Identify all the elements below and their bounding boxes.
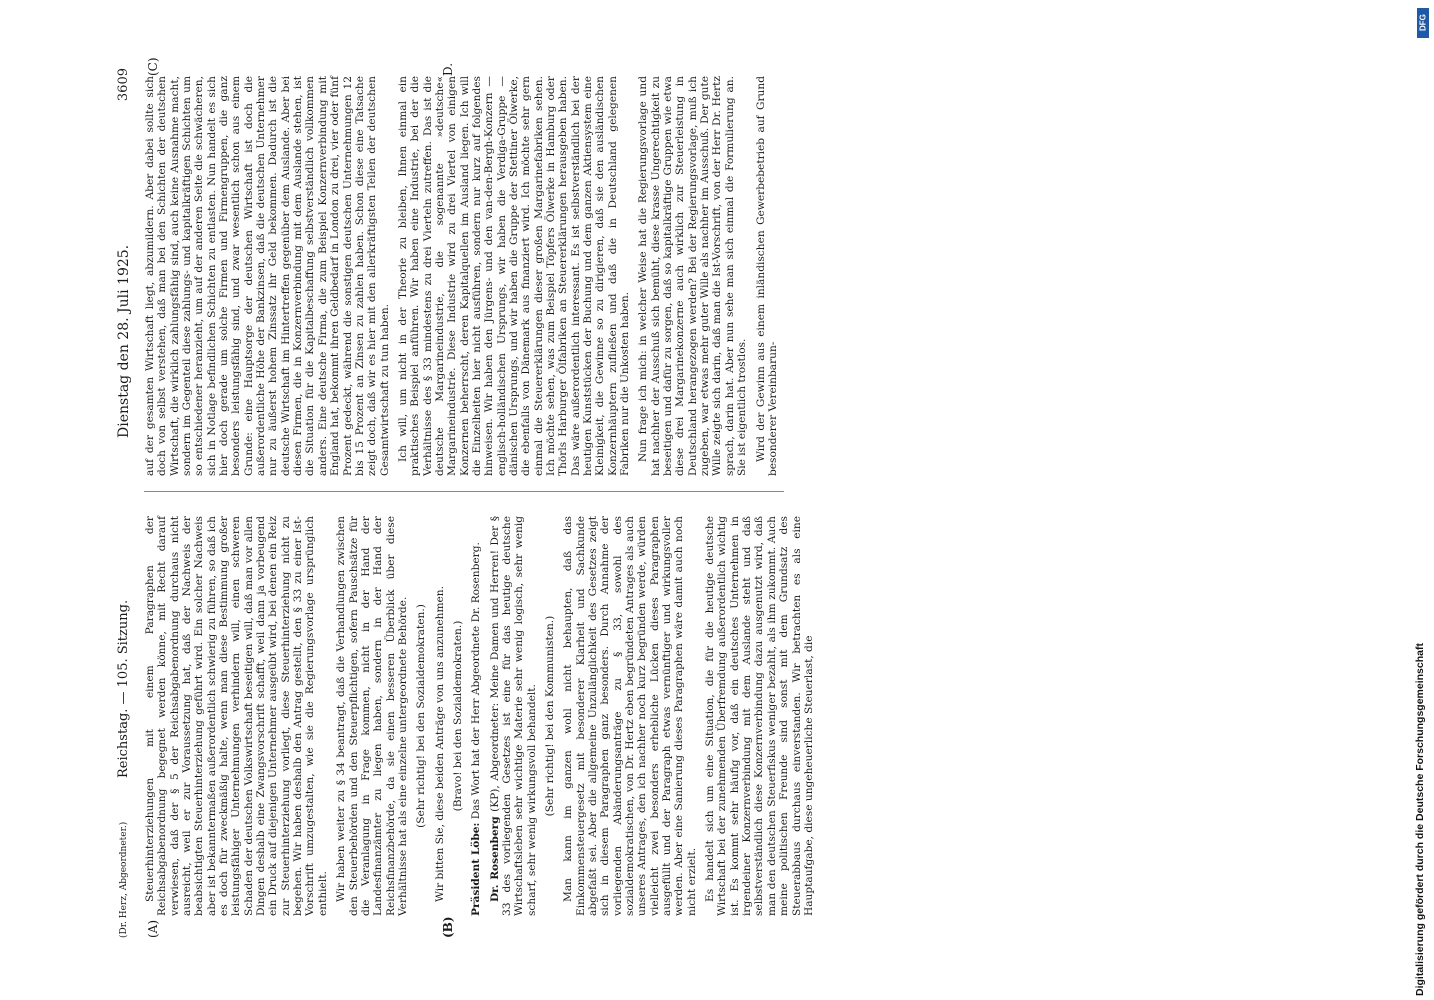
speaker-name: Präsident Löbe: (470, 822, 483, 916)
paragraph (489, 516, 538, 916)
margin-letter-b: (B) (441, 916, 455, 938)
paragraph-text: (KP), Abgeordneter: Meine Damen und Herren! Der § 33 des vorliegenden Gesetzes ist eine für das heutige deutsche Wirtschaftsleben sehr wichtige Materie sehr wenig logisch, sehr wenig scharf, sehr wenig wirkungsvoll behandelt. (488, 516, 538, 916)
date-title: Dienstag den 28. Juli 1925. (116, 244, 132, 438)
page-header (116, 58, 136, 938)
right-column (144, 76, 785, 476)
paragraph-text: (Bravo! bei den Sozialdemokraten.) (451, 620, 464, 812)
speaker-note: (Dr. Herz, Abgeordneter.) (119, 821, 129, 938)
paragraph (144, 76, 391, 476)
paragraph (755, 76, 780, 476)
interjection (544, 516, 556, 916)
funding-note: Digitalisierung gefördert durch die Deutsche Forschungsgemeinschaft (1414, 643, 1426, 996)
rotated-content (116, 58, 816, 938)
interjection (452, 516, 464, 916)
paragraph (144, 516, 329, 916)
left-column (144, 516, 821, 916)
paragraph (562, 516, 698, 916)
paragraph (335, 516, 409, 916)
paragraph (434, 516, 446, 916)
paragraph (704, 516, 815, 916)
document-page (116, 58, 816, 938)
session-title: Reichstag. — 105. Sitzung. (116, 599, 131, 778)
speaker-name: Dr. Rosenberg (488, 816, 501, 902)
paragraph-text: Wird der Gewinn aus einem inländischen Gewerbebetrieb auf Grund besonderer Vereinbarun- (754, 76, 779, 476)
paragraph-text: auf der gesamten Wirtschaft liegt, abzumildern. Aber dabei sollte sich doch von selbst verstehen, daß man bei den Schichten der deutschen Wirtschaft, die wirklich zahlungsfähig sind, auch keine Ausnahme macht, sondern im Gegenteil diese zahlungs- und kapitalkräftigen Schichten um so entschiedener heranzieht, um auf der anderen Seite die schwächeren, sich in Notlage befindlichen Schichten zu entlasten. Nun handelt es sich hier doch gerade um solche Firmen und Firmengruppen, die ganz besonders leistungsfähig sind, und zwar wesentlich schon aus einem Grunde: eine Hauptsorge der deutschen Wirtschaft ist doch die außerordentliche Höhe der Bankzinsen, daß die deutschen Unternehmer nur zu äußerst hohem Zinssatz ihr Geld bekommen. Dadurch ist die deutsche Wirtschaft im Hintertreffen gegenüber dem Auslande. Aber bei diesen Firmen, die in Konzernverbindung mit dem Auslande stehen, ist die Situation für die Kapitalbeschaffung selbstverständlich vollkommen anders. Eine deutsche Firma, die zum Beispiel Konzernverbindung mit England hat, bekommt ihren Geldbedarf in London zu drei, vier oder fünf Prozent gedeckt, während die sonstigen deutschen Unternehmungen 12 bis 15 Prozent an Zinsen zu zahlen haben. Schon diese eine Tatsache zeigt doch, daß wir es hier mit den allerkräftigsten Teilen der deutschen Gesamtwirtschaft zu tun haben. (144, 76, 391, 476)
paragraph-text: Wir haben weiter zu § 34 beantragt, daß die Verhandlungen zwischen den Steuerbehörden und den Steuerpflichtigen, sofern Pauschsätze für die Veranlagung in Frage kommen, nicht in der Hand der Landesfinanzämter zu liegen haben, sondern in der Hand der Reichsfinanzbehörde, da sie einen besseren Überblick über diese Verhältnisse hat als eine einzelne untergeordnete Behörde. (335, 516, 409, 916)
paragraph (637, 76, 748, 476)
margin-letter-c: (C) (146, 57, 160, 76)
page-number: 3609 (116, 68, 131, 102)
column-divider (144, 491, 784, 492)
paragraph-text: (Sehr richtig! bei den Kommunisten.) (543, 615, 556, 817)
paragraph (397, 76, 632, 476)
margin-letter-d: D. (441, 62, 455, 76)
margin-letter-a: (A) (146, 919, 160, 938)
paragraph (470, 516, 482, 916)
paragraph-text: Das Wort hat der Herr Abgeordnete Dr. Rosenberg. (470, 542, 483, 823)
paragraph-text: Ich will, um nicht in der Theorie zu bleiben, Ihnen einmal ein praktisches Beispiel anführen. Wir haben eine Industrie, bei der die Verhältnisse des § 33 mindestens zu drei Vierteln zutreffen. Das ist die deutsche Margarineindustrie, die sogenannte »deutsche« Margarineindustrie. Diese Industrie wird zu drei Viertel von einigen Konzernen beherrscht, deren Kapitalquellen im Ausland liegen. Ich will die Einzelheiten hier nicht ausführen, sondern nur kurz auf folgendes hinweisen. Wir haben den Jürgens- und den van-den-Bergh-Konzern — englisch-holländischen Ursprungs, wir haben die Verdiga-Gruppe — dänischen Ursprungs, und wir haben die Gruppe der Stettiner Ölwerke, die ebenfalls von Dänemark aus finanziert wird. Ich möchte sehr gern einmal die Steuererklärungen dieser großen Margarinefabriken sehen. Ich möchte sehen, was zum Beispiel Töpfers Ölwerke in Hamburg oder Thörls Harburger Ölfabriken an Steuererklärungen herausgeben haben. Das wäre außerordentlich interessant. Es ist selbstverständlich bei der heutigen Kunststücken der Buchung und dem ganzen Aktiensystem eine Kleinigkeit, die Gewinne so zu dirigieren, daß sie den ausländischen Konzernhäuptern zufließen und daß die in Deutschland gelegenen Fabriken nur die Unkosten haben. (396, 76, 632, 476)
dfg-logo: DFG (1417, 8, 1429, 38)
interjection (415, 516, 427, 916)
paragraph-text: Es handelt sich um eine Situation, die für die heutige deutsche Wirtschaft bei der zunehmenden Überfremdung außerordentlich wichtig ist. Es kommt sehr häufig vor, daß ein deutsches Unternehmen in irgendeiner Konzernverbindung mit dem Auslande steht und daß selbstverständlich diese Konzernverbindung dazu ausgenutzt wird, daß man den deutschen Steuerfiskus weniger bezahlt, als ihm zukommt. Auch meine politischen Freunde sind sonst mit dem Grundsatz des Steuerabbaus durchaus einverstanden. Wir betrachten es als eine Hauptaufgabe, diese ungeheuerliche Steuerlast, die (704, 516, 815, 916)
paragraph-text: Wir bitten Sie, diese beiden Anträge von uns anzunehmen. (433, 585, 446, 902)
paragraph-text: Steuerhinterziehungen mit einem Paragraphen der Reichsabgabenordnung begegnet werden könne, mit Recht darauf verwiesen, daß der § 5 der Reichsabgabenordnung durchaus nicht ausreicht, weil er zur Voraussetzung hat, daß der Nachweis der beabsichtigten Steuerhinterziehung geführt wird. Ein solcher Nachweis aber ist bekanntermaßen außerordentlich schwierig zu führen, so daß ich es doch für zweckmäßig halte, wenn man diese Bestimmung großer leistungsfähiger Unternehmungen verhindern will, einen schweren Schaden der deutschen Volkswirtschaft beseitigen will, daß man vor allen Dingen deshalb eine Zwangsvorschrift schafft, weil dann ja vorbeugend ein Druck auf diejenigen Unternehmer ausgeübt wird, bei denen ein Reiz zur Steuerhinterziehung vorliegt, diese Steuerhinterziehung nicht zu begehen. Wir haben deshalb den Antrag gestellt, den § 33 zu einer Ist-Vorschrift umzugestalten, wie sie die Regierungsvorlage ursprünglich enthielt. (144, 516, 329, 916)
digitization-sidebar (1412, 0, 1434, 1000)
paragraph-text: Man kann im ganzen wohl nicht behaupten, daß das Einkommensteuergesetz mit besonderer Klarheit und Sachkunde abgefaßt sei. Aber die allgemeine Unzulänglichkeit des Gesetzes zeigt sich in diesem Paragraphen ganz besonders. Durch Annahme der vorliegenden Abänderungsanträge zu § 33, sowohl des sozialdemokratischen, von Dr. Hertz eben begründeten Antrages als auch unseres Antrages, den ich nachher noch kurz begründen werde, würden vielleicht zwei besonders erhebliche Lücken dieses Paragraphen ausgefüllt und der Paragraph etwas vernünftiger und wirkungsvoller werden. Aber eine Sanierung dieses Paragraphen wäre damit auch noch nicht erzielt. (562, 516, 698, 916)
paragraph-text: (Sehr richtig! bei den Sozialdemokraten.) (415, 604, 428, 828)
paragraph-text: Nun frage ich mich: in welcher Weise hat die Regierungsvorlage und hat nachher der Ausschuß sich bemüht, diese krasse Ungerechtigkeit zu beseitigen und dafür zu sorgen, daß so kapitalkräftige Gruppen wie etwa diese drei Margarinekonzerne auch wirklich zur Steuerleistung in Deutschland herangezogen werden? Bei der Regierungsvorlage, muß ich zugeben, war etwas mehr guter Wille als nachher im Ausschuß. Der gute Wille zeigte sich darin, daß man die Ist-Vorschrift, von der Herr Dr. Hertz sprach, darin hat. Aber nun sehe man sich einmal die Formulierung an. Sie ist eigentlich trostlos. (637, 76, 749, 476)
